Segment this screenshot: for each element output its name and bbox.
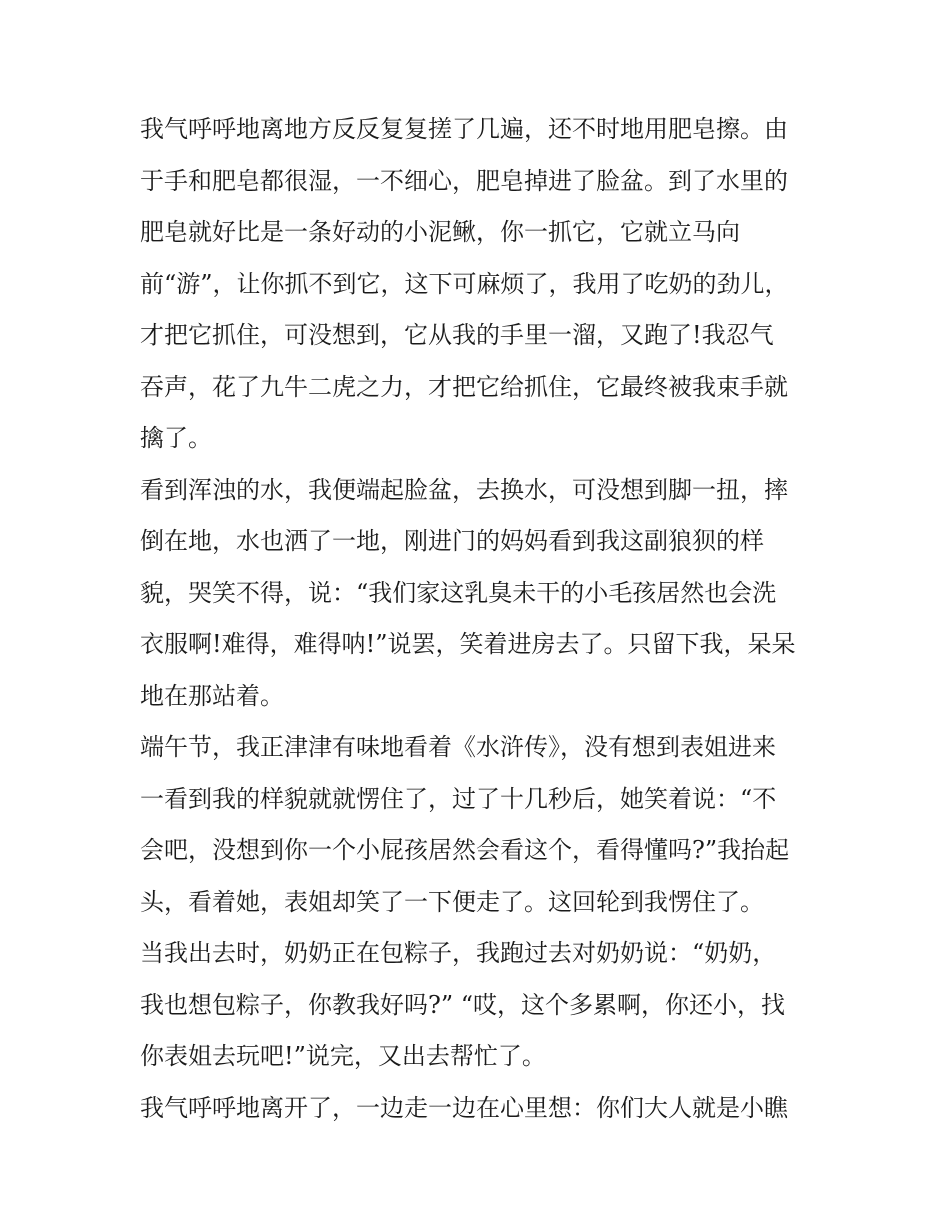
text-line: 肥皂就好比是一条好动的小泥鳅，你一抓它，它就立马向 <box>140 218 740 246</box>
text-line: 我也想包粽子，你教我好吗?” “哎，这个多累啊，你还小，找 <box>140 990 786 1019</box>
text-line: 一看到我的样貌就就愣住了，过了十几秒后，她笑着说：“不 <box>140 784 777 813</box>
text-line: 我气呼呼地离开了，一边走一边在心里想：你们大人就是小瞧 <box>140 1093 788 1122</box>
text-line: 才把它抓住，可没想到，它从我的手里一溜，又跑了!我忍气 <box>140 321 774 349</box>
text-line: 擒了。 <box>140 424 212 452</box>
text-line: 端午节，我正津津有味地看着《水浒传》，没有想到表姐进来 <box>140 733 776 761</box>
text-line: 会吧，没想到你一个小屁孩居然会看这个，看得懂吗?”我抬起 <box>140 836 790 864</box>
text-line: 当我出去时，奶奶正在包粽子，我跑过去对奶奶说：“奶奶， <box>140 939 777 967</box>
text-line: 地在那站着。 <box>140 681 284 710</box>
text-line: 倒在地，水也洒了一地，刚进门的妈妈看到我这副狼狈的样 <box>140 527 764 555</box>
text-line: 你表姐去玩吧!”说完，又出去帮忙了。 <box>140 1042 546 1070</box>
body-text <box>140 104 815 1134</box>
text-line: 看到浑浊的水，我便端起脸盆，去换水，可没想到脚一扭，摔 <box>140 475 788 504</box>
text-line: 于手和肥皂都很湿，一不细心，肥皂掉进了脸盆。到了水里的 <box>140 166 788 195</box>
text-line: 衣服啊!难得，难得呐!”说罢，笑着进房去了。只留下我，呆呆 <box>140 630 796 658</box>
text-line: 貌，哭笑不得，说：“我们家这乳臭未干的小毛孩居然也会洗 <box>140 578 777 607</box>
text-line: 头，看着她，表姐却笑了一下便走了。这回轮到我愣住了。 <box>140 887 764 916</box>
text-line: 吞声，花了九牛二虎之力，才把它给抓住，它最终被我束手就 <box>140 372 788 401</box>
text-line: 前“游”，让你抓不到它，这下可麻烦了，我用了吃奶的劲儿， <box>140 269 789 298</box>
text-line: 我气呼呼地离地方反反复复搓了几遍，还不时地用肥皂擦。由 <box>140 115 788 143</box>
